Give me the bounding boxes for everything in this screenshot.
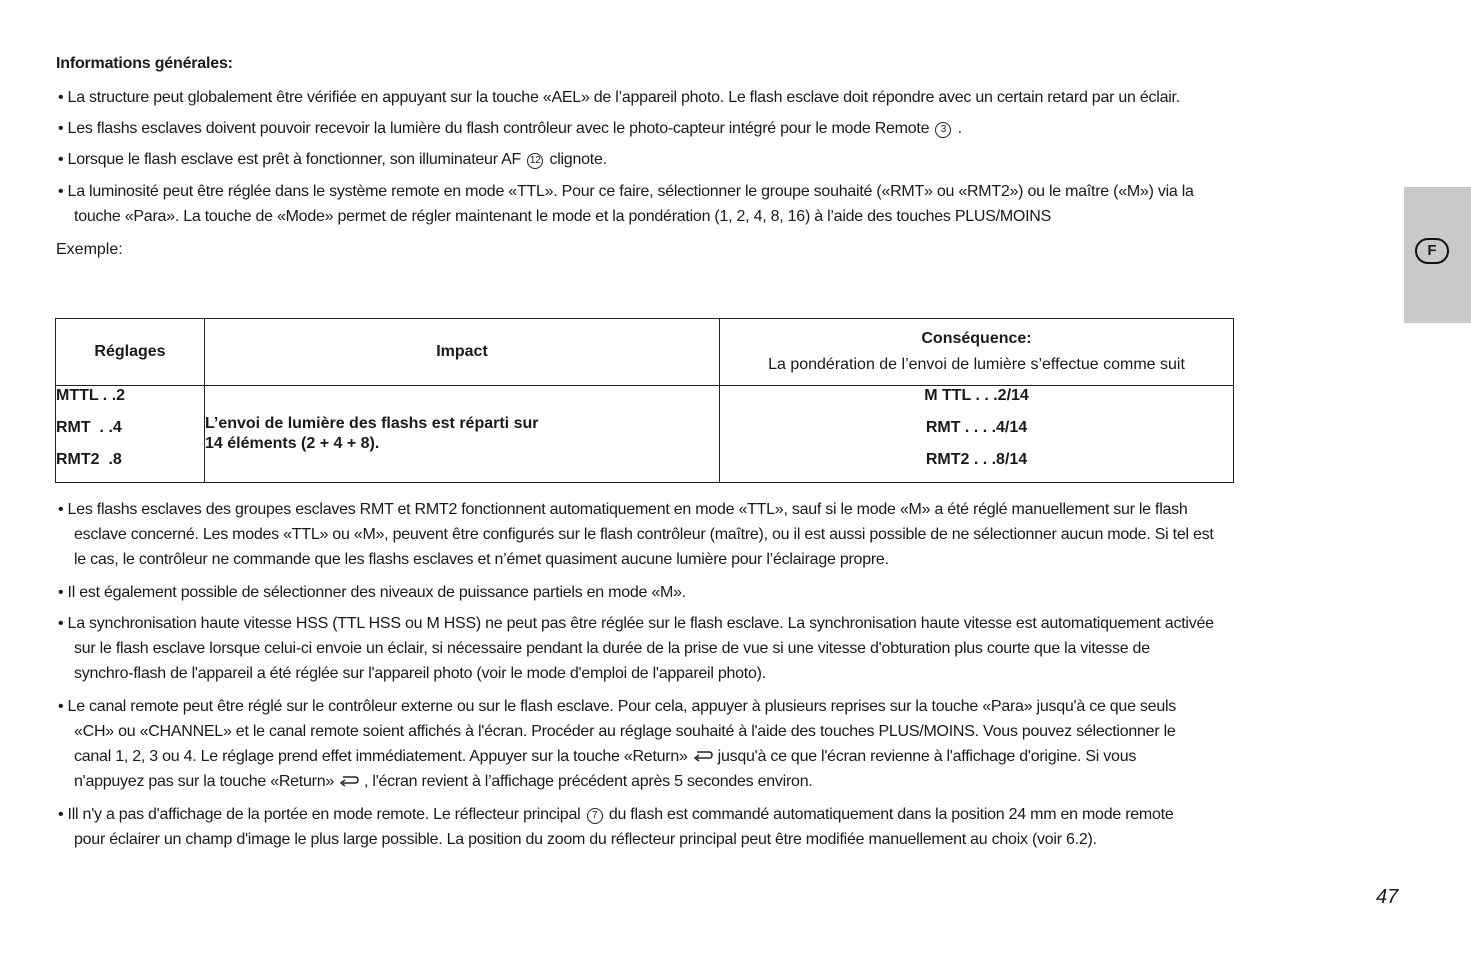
consequence-cell bbox=[720, 386, 1234, 483]
consequence-value: RMT . . . .4/14 bbox=[925, 419, 1028, 436]
example-table bbox=[55, 318, 1234, 483]
settings-cell bbox=[56, 386, 205, 483]
ref-number-3: 3 bbox=[935, 122, 951, 138]
return-arrow-icon bbox=[692, 750, 714, 762]
consequence-value: M TTL . . .2/14 bbox=[924, 387, 1029, 404]
bullet-slave-receive-text: • Les flashs esclaves doivent pouvoir recevoir la lumière du flash contrôleur avec le photo-capteur intégré pour le mode Remote bbox=[58, 120, 930, 137]
header-impact: Impact bbox=[205, 319, 720, 386]
header-consequence-subtitle: La pondération de l’envoi de lumière s’effectue comme suit bbox=[768, 356, 1185, 373]
consequence-value: RMT2 . . .8/14 bbox=[925, 451, 1028, 468]
ref-number-7: 7 bbox=[587, 808, 603, 824]
range-line-1-end: du flash est commandé automatiquement dans la position 24 mm en mode remote bbox=[608, 806, 1174, 823]
bullet-rmt-groups-line-2: esclave concerné. Les modes «TTL» ou «M», peuvent être configurés sur le flash contrôleur (maître), ou il est aussi possible de ne sélectionner aucun mode. Si tel est bbox=[74, 526, 1214, 543]
bullet-af-illuminator-end: clignote. bbox=[549, 151, 607, 168]
section-heading: Informations générales: bbox=[56, 55, 233, 72]
range-line-1-text: • Ill n'y a pas d'affichage de la portée en mode remote. Le réflecteur principal bbox=[58, 806, 581, 823]
bullet-channel-line-4 bbox=[74, 770, 813, 794]
setting-value: MTTL . .2 bbox=[56, 387, 126, 404]
bullet-hss-line-3: synchro-flash de l'appareil a été réglée sur l'appareil photo (voir le mode d'emploi de l'appareil photo). bbox=[74, 665, 766, 682]
table-header-row bbox=[56, 319, 1234, 386]
bullet-range-line-1 bbox=[58, 803, 1174, 827]
channel-line-4-end: , l'écran revient à l’affichage précédent après 5 secondes environ. bbox=[364, 773, 813, 790]
impact-line: 14 éléments (2 + 4 + 8). bbox=[205, 435, 380, 452]
bullet-af-illuminator-text: • Lorsque le flash esclave est prêt à fonctionner, son illuminateur AF bbox=[58, 151, 522, 168]
channel-line-3-text: canal 1, 2, 3 ou 4. Le réglage prend effet immédiatement. Appuyer sur la touche «Return» bbox=[74, 748, 688, 765]
header-settings: Réglages bbox=[56, 319, 205, 386]
ref-number-12: 12 bbox=[527, 153, 543, 169]
header-consequence bbox=[720, 319, 1234, 386]
bullet-channel-line-1: • Le canal remote peut être réglé sur le contrôleur externe ou sur le flash esclave. Pour cela, appuyer à plusieurs reprises sur la touche «Para» jusqu'à ce que seuls bbox=[58, 698, 1177, 715]
bullet-hss-line-1: • La synchronisation haute vitesse HSS (TTL HSS ou M HSS) ne peut pas être réglée sur le flash esclave. La synchronisation haute vitesse est automatiquement activée bbox=[58, 615, 1214, 632]
bullet-channel-line-2: «CH» ou «CHANNEL» et le canal remote soient affichés à l'écran. Procéder au réglage souhaité à l'aide des touches PLUS/MOINS. Vous pouvez sélectionner le bbox=[74, 723, 1176, 740]
header-consequence-title: Conséquence: bbox=[921, 330, 1032, 347]
bullet-slave-receive bbox=[58, 117, 962, 141]
setting-value: RMT2 .8 bbox=[56, 451, 122, 468]
channel-line-3-end: jusqu'à ce que l'écran revienne à l'affichage d'origine. Si vous bbox=[717, 748, 1137, 765]
impact-line: L’envoi de lumière des flashs est réparti sur bbox=[205, 415, 539, 432]
bullet-af-illuminator bbox=[58, 148, 607, 172]
bullet-slave-receive-end: . bbox=[957, 120, 962, 137]
return-arrow-icon bbox=[338, 775, 360, 787]
page-number: 47 bbox=[1376, 886, 1399, 908]
bullet-range-line-2: pour éclairer un champ d'image le plus large possible. La position du zoom du réflecteur principal peut être modifiée manuellement au choix (voir 6.2). bbox=[74, 831, 1097, 848]
example-label: Exemple: bbox=[56, 241, 123, 258]
channel-line-4-text: n'appuyez pas sur la touche «Return» bbox=[74, 773, 335, 790]
bullet-hss-line-2: sur le flash esclave lorsque celui-ci envoie un éclair, si nécessaire pendant la durée de la prise de vue si une vitesse d'obturation plus courte que la vitesse de bbox=[74, 640, 1150, 657]
bullet-ael-check: • La structure peut globalement être vérifiée en appuyant sur la touche «AEL» de l’appareil photo. Le flash esclave doit répondre avec un certain retard par un éclair. bbox=[58, 89, 1180, 106]
bullet-brightness-line-2: touche «Para». La touche de «Mode» permet de régler maintenant le mode et la pondération (1, 2, 4, 8, 16) à l’aide des touches PLUS/MOINS bbox=[74, 208, 1052, 225]
impact-cell bbox=[205, 386, 720, 483]
bullet-brightness-line-1: • La luminosité peut être réglée dans le système remote en mode «TTL». Pour ce faire, sélectionner le groupe souhaité («RMT» ou «RMT2») ou le maître («M») via la bbox=[58, 183, 1194, 200]
language-tab-letter: F bbox=[1415, 238, 1449, 264]
bullet-rmt-groups-line-1: • Les flashs esclaves des groupes esclaves RMT et RMT2 fonctionnent automatiquement en mode «TTL», sauf si le mode «M» a été réglé manuellement sur le flash bbox=[58, 501, 1188, 518]
bullet-rmt-groups-line-3: le cas, le contrôleur ne commande que les flashs esclaves et n’émet quasiment aucune lumière pour l’éclairage propre. bbox=[74, 551, 889, 568]
setting-value: RMT . .4 bbox=[56, 419, 122, 436]
table-row bbox=[56, 386, 1234, 483]
bullet-channel-line-3 bbox=[74, 745, 1136, 769]
bullet-partial-power: • Il est également possible de sélectionner des niveaux de puissance partiels en mode «M». bbox=[58, 584, 686, 601]
